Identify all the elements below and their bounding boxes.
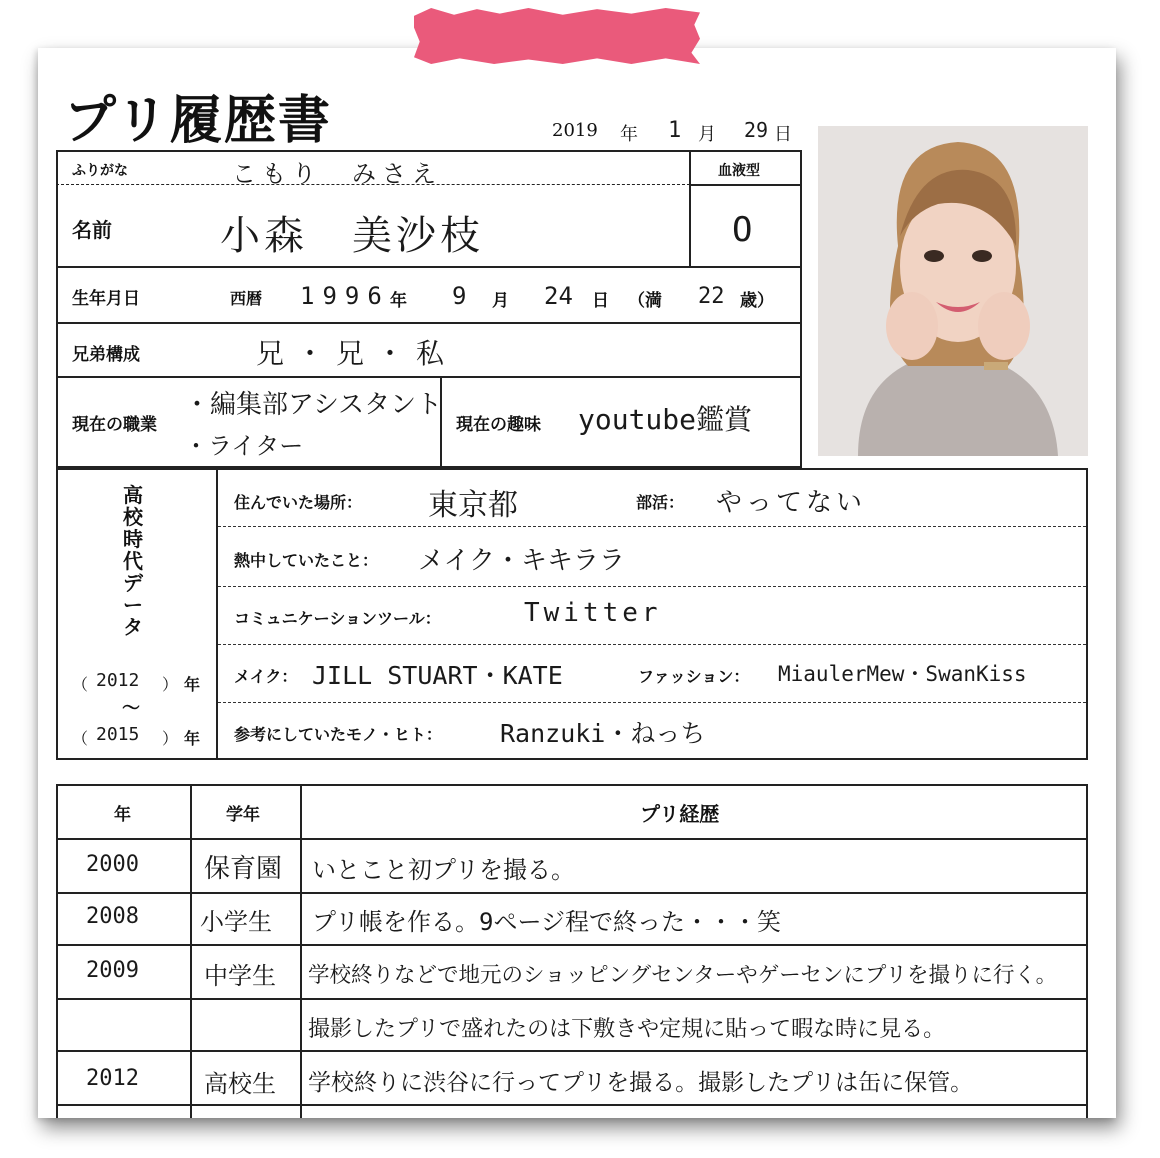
hs-lived-label: 住んでいた場所： [234,493,363,512]
history-row-divider-5 [56,1104,1088,1106]
history-row-2-grade: 小学生 [200,908,272,936]
birth-label: 生年月日 [72,289,140,309]
history-header-grade: 学年 [226,805,260,825]
date-year: 2019 [552,120,598,141]
birth-month-unit: 月 [492,291,509,311]
highschool-section-title: 高校時代データ [123,483,143,639]
profile-photo [818,126,1088,456]
history-col1-divider [190,784,192,1118]
birth-month: 9 [452,282,467,310]
birth-day: 24 [544,282,573,310]
hs-row-divider-3 [218,644,1086,645]
hs-club-label: 部活： [636,493,685,512]
history-header-year: 年 [114,805,131,825]
blood-divider [690,184,802,186]
job-line2: ・ライター [184,432,304,460]
hs-makeup-value: JILL STUART・KATE [312,661,563,690]
hs-tilde: ～ [122,698,140,719]
hs-hobby-label: 熱中していたこと： [234,551,379,570]
siblings-value: 兄・兄・私 [256,337,457,370]
age-value: 22 [698,284,725,309]
history-row-divider-3 [56,998,1088,1000]
history-col2-divider [300,784,302,1118]
history-row-divider-1 [56,892,1088,894]
hs-club-value: やってない [716,488,867,518]
portrait-illustration [818,126,1088,456]
hobby-value: youtube鑑賞 [578,403,753,436]
history-row-5-text: 学校終りに渋谷に行ってプリを撮る。撮影したプリは缶に保管。 [308,1070,974,1096]
history-row-1-grade: 保育園 [204,854,283,884]
hs-fashion-label: ファッション： [638,667,750,686]
hs-hobby-value: メイク・キキララ [418,546,625,576]
history-row-1-year: 2000 [86,852,139,877]
hobby-label: 現在の趣味 [456,415,541,435]
history-row-3-grade: 中学生 [204,962,276,990]
birth-era: 西暦 [230,289,263,308]
history-row-2-text: プリ帳を作る。9ページ程で終った・・・笑 [312,908,782,936]
hs-to-open: （ [72,729,89,748]
history-header-divider [56,838,1088,840]
job-line1: ・編集部アシスタント [184,390,443,420]
hs-to-close: ） [162,729,179,748]
masking-tape [414,8,700,64]
birth-year: 1996 [300,282,390,310]
hs-lived-value: 東京都 [428,488,518,523]
birth-divider [56,322,802,324]
date-day: 29 [744,118,769,142]
job-label: 現在の職業 [72,415,157,435]
hs-from-open: （ [72,675,89,694]
history-row-5-grade: 高校生 [204,1070,276,1098]
hs-to-year: 2015 [96,724,140,745]
date-year-unit: 年 [620,124,638,145]
age-open: （満 [628,291,662,311]
hs-from-year: 2012 [96,670,140,691]
history-row-1-text: いとこと初プリを撮る。 [312,856,576,884]
furigana-label: ふりがな [72,163,128,179]
hs-row-divider-1 [218,526,1086,527]
history-row-5-year: 2012 [86,1066,139,1091]
siblings-divider [56,376,802,378]
hs-ref-label: 参考にしていたモノ・ヒト： [234,725,442,744]
blood-label: 血液型 [718,163,760,179]
history-row-3-year: 2009 [86,958,139,983]
date-month-unit: 月 [698,124,716,145]
date-month: 1 [668,118,682,143]
name-label: 名前 [72,218,112,242]
history-header-history: プリ経歴 [640,802,720,826]
blood-column-divider [689,150,691,268]
hs-fashion-value: MiaulerMew・SwanKiss [778,662,1027,686]
birth-year-unit: 年 [390,291,407,311]
history-row-4-text: 撮影したプリで盛れたのは下敷きや定規に貼って暇な時に見る。 [308,1017,946,1042]
history-row-2-year: 2008 [86,904,139,929]
hs-row-divider-2 [218,586,1086,587]
hs-comm-value: Twitter [524,598,662,628]
birth-day-unit: 日 [592,291,609,311]
page-title: プリ履歴書 [64,90,332,151]
hs-from-unit: 年 [184,675,201,694]
blood-value: O [732,210,753,250]
name-divider [56,266,802,268]
hs-makeup-label: メイク： [234,667,298,686]
hs-ref-value: Ranzuki・ねっち [500,719,706,748]
siblings-label: 兄弟構成 [72,345,140,365]
hs-from-close: ） [162,675,179,694]
hs-comm-label: コミュニケーションツール： [234,609,441,628]
history-row-3-text: 学校終りなどで地元のショッピングセンターやゲーセンにプリを撮りに行く。 [308,963,1058,988]
name-value: 小森 美沙枝 [220,213,484,259]
date-day-unit: 日 [774,124,792,145]
hs-row-divider-4 [218,702,1086,703]
furigana-value: こもり みさえ [232,160,442,188]
age-close: 歳） [740,291,774,311]
history-row-divider-4 [56,1050,1088,1052]
highschool-label-divider [216,468,218,760]
history-row-divider-2 [56,944,1088,946]
hs-to-unit: 年 [184,729,201,748]
